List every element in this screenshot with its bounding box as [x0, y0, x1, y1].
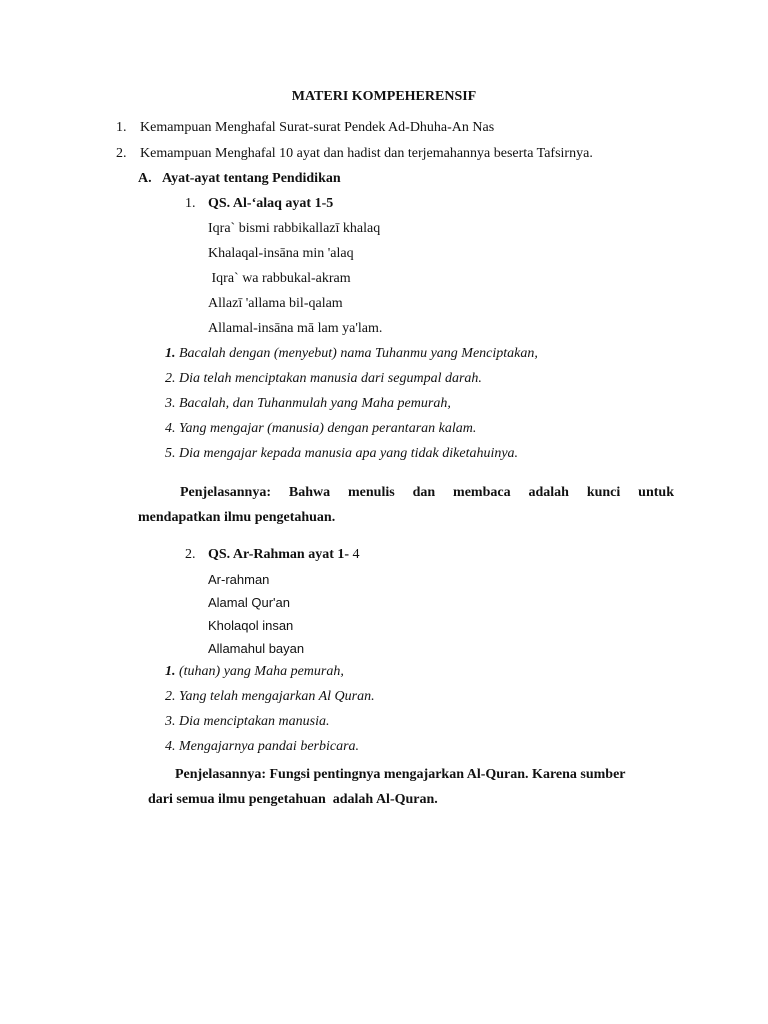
translation-text: Yang telah mengajarkan Al Quran.	[175, 689, 375, 704]
verse-line: Allamahul bayan	[208, 641, 305, 656]
translation-text: Dia mengajar kepada manusia apa yang tidak diketahuinya.	[175, 446, 519, 461]
translation-line	[165, 663, 344, 681]
surah-number: 1.	[185, 196, 196, 211]
list-number: 2.	[116, 146, 127, 161]
surah-heading	[185, 546, 360, 564]
translation-text: Dia telah menciptakan manusia dari segumpal darah.	[175, 371, 482, 386]
translation-text: Bacalah, dan Tuhanmulah yang Maha pemurah,	[175, 396, 451, 411]
translation-number: 2.	[165, 689, 176, 704]
verse-line: Kholaqol insan	[208, 618, 294, 633]
list-text: Kemampuan Menghafal Surat-surat Pendek Ad-Dhuha-An Nas	[140, 120, 495, 135]
surah-title: QS. Ar-Rahman ayat 1-	[208, 547, 350, 562]
translation-number: 1.	[165, 346, 176, 361]
translation-line	[165, 345, 538, 363]
explanation-continuation: mendapatkan ilmu pengetahuan.	[138, 510, 336, 525]
translation-text: Yang mengajar (manusia) dengan perantaran kalam.	[175, 421, 477, 436]
page-title: MATERI KOMPEHERENSIF	[291, 89, 477, 104]
section-letter: A.	[138, 171, 152, 186]
translation-line	[165, 445, 518, 463]
translation-number: 2.	[165, 371, 176, 386]
translation-line	[165, 395, 451, 413]
translation-text: (tuhan) yang Maha pemurah,	[175, 664, 344, 679]
section-heading	[138, 170, 341, 188]
translation-line	[165, 738, 359, 756]
explanation-paragraph: Penjelasannya: Fungsi pentingnya mengajarkan Al-Quran. Karena sumber	[175, 767, 626, 782]
translation-line	[165, 688, 375, 706]
translation-text: Dia menciptakan manusia.	[175, 714, 330, 729]
translation-text: Bacalah dengan (menyebut) nama Tuhanmu yang Menciptakan,	[175, 346, 538, 361]
surah-heading	[185, 195, 333, 213]
list-number: 1.	[116, 120, 127, 135]
verse-line: Alamal Qur'an	[208, 595, 290, 610]
list-item	[116, 119, 494, 137]
surah-number: 2.	[185, 547, 196, 562]
translation-text: Mengajarnya pandai berbicara.	[175, 739, 360, 754]
verse-line: Allamal-insāna mā lam ya'lam.	[208, 321, 383, 336]
list-item	[116, 145, 593, 163]
verse-line: Iqra` bismi rabbikallazī khalaq	[208, 221, 381, 236]
translation-number: 4.	[165, 421, 176, 436]
verse-line: Allazī 'allama bil-qalam	[208, 296, 343, 311]
translation-number: 5.	[165, 446, 176, 461]
translation-line	[165, 420, 476, 438]
translation-number: 3.	[165, 714, 176, 729]
translation-number: 1.	[165, 664, 176, 679]
verse-line: Ar-rahman	[208, 572, 270, 587]
translation-line	[165, 370, 482, 388]
translation-line	[165, 713, 329, 731]
translation-number: 3.	[165, 396, 176, 411]
surah-title: QS. Al-‘alaq ayat 1-5	[208, 196, 334, 211]
explanation-continuation: dari semua ilmu pengetahuan adalah Al-Quran.	[148, 792, 438, 807]
translation-number: 4.	[165, 739, 176, 754]
surah-title-suffix: 4	[349, 547, 360, 562]
verse-line: Khalaqal-insāna min 'alaq	[208, 246, 354, 261]
list-text: Kemampuan Menghafal 10 ayat dan hadist dan terjemahannya beserta Tafsirnya.	[140, 146, 593, 161]
explanation-paragraph: Penjelasannya: Bahwa menulis dan membaca adalah kunci untuk	[180, 485, 674, 500]
section-title: Ayat-ayat tentang Pendidikan	[162, 171, 341, 186]
verse-line: Iqra` wa rabbukal-akram	[208, 271, 351, 286]
